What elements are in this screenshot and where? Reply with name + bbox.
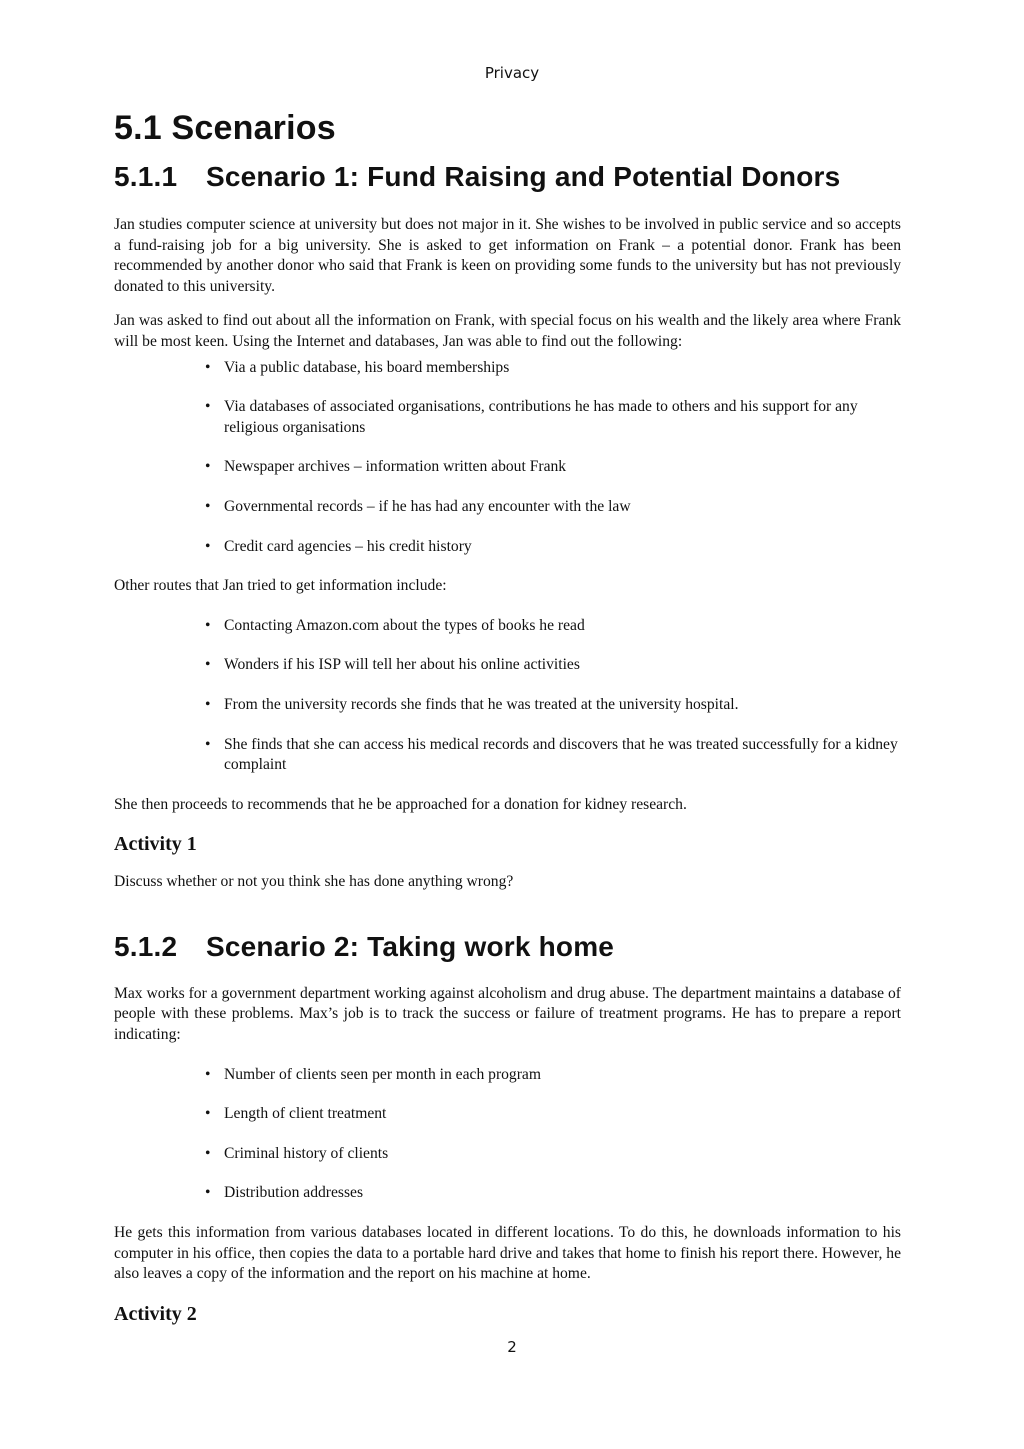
scenario-2-paragraph: Max works for a government department working against alcoholism and drug abuse. The department maintains a database of people with these problems. Max’s job is to track the success or failure of treatment programs. He has to prepare a report indicating: bbox=[114, 984, 901, 1044]
scenario-1-paragraph: Jan studies computer science at university but does not major in it. She wishes to be involved in public service and so accepts a fund-raising job for a big university. She is asked to get information on Frank – a potential donor. Frank has been recommended by another donor who said that Frank is keen on providing some funds to the university but has not previously donated to this university. bbox=[114, 216, 901, 295]
list-item-text: Distribution addresses bbox=[224, 1184, 364, 1202]
list-item-text: Via databases of associated organisations, contributions he has made to others and his support for any religious organisations bbox=[224, 398, 858, 436]
page-content bbox=[114, 104, 901, 1327]
list-item bbox=[205, 497, 901, 518]
list-item bbox=[205, 1183, 901, 1204]
list-item bbox=[205, 1144, 901, 1165]
list-item-text: Newspaper archives – information written about Frank bbox=[224, 458, 567, 476]
bullet-icon: • bbox=[205, 497, 211, 515]
bullet-icon: • bbox=[205, 358, 211, 376]
list-item bbox=[205, 655, 901, 676]
list-item bbox=[205, 397, 901, 438]
section-heading: 5.1 Scenarios bbox=[114, 109, 336, 147]
bullet-icon: • bbox=[205, 1105, 211, 1123]
list-item bbox=[205, 735, 901, 776]
list-item bbox=[205, 358, 901, 379]
list-item bbox=[205, 1104, 901, 1125]
activity-1-heading: Activity 1 bbox=[114, 833, 197, 856]
bullet-icon: • bbox=[205, 398, 211, 416]
bullet-icon: • bbox=[205, 537, 211, 555]
list-item-text: Via a public database, his board memberships bbox=[224, 358, 510, 376]
activity-2-heading: Activity 2 bbox=[114, 1302, 197, 1325]
list-item bbox=[205, 695, 901, 716]
list-item-text: Credit card agencies – his credit history bbox=[224, 537, 472, 555]
list-item-text: Wonders if his ISP will tell her about his online activities bbox=[224, 656, 580, 674]
list-item-text: Length of client treatment bbox=[224, 1105, 387, 1123]
scenario-1-paragraph: Jan was asked to find out about all the information on Frank, with special focus on his wealth and the likely area where Frank will be most keen. Using the Internet and databases, Jan was able to find out the following: bbox=[114, 312, 901, 350]
scenario-1-heading bbox=[114, 156, 901, 198]
list-item-text: Contacting Amazon.com about the types of books he read bbox=[224, 616, 585, 634]
list-item-text: Number of clients seen per month in each program bbox=[224, 1065, 541, 1083]
bullet-icon: • bbox=[205, 1065, 211, 1083]
list-item bbox=[205, 1065, 901, 1086]
scenario-1-number: 5.1.1 bbox=[114, 161, 178, 192]
bullet-icon: • bbox=[205, 656, 211, 674]
scenario-2-title: Scenario 2: Taking work home bbox=[206, 930, 615, 962]
scenario-1-routes-list bbox=[114, 616, 901, 776]
scenario-2-heading bbox=[114, 926, 901, 968]
list-item-text: Criminal history of clients bbox=[224, 1144, 389, 1162]
bullet-icon: • bbox=[205, 695, 211, 713]
scenario-1-findings-list bbox=[114, 358, 901, 558]
scenario-2-number: 5.1.2 bbox=[114, 930, 178, 962]
scenario-1-paragraph: Other routes that Jan tried to get information include: bbox=[114, 577, 447, 595]
bullet-icon: • bbox=[205, 735, 211, 753]
bullet-icon: • bbox=[205, 1184, 211, 1202]
scenario-2-paragraph: He gets this information from various databases located in different locations. To do this, he downloads information to his computer in his office, then copies the data to a portable hard drive and takes that home to finish his report there. However, he also leaves a copy of the information and the report on his machine at home. bbox=[114, 1224, 901, 1283]
page-number: 2 bbox=[507, 1338, 517, 1356]
list-item bbox=[205, 457, 901, 478]
list-item-text: From the university records she finds that he was treated at the university hospital. bbox=[224, 695, 739, 713]
list-item-text: Governmental records – if he has had any encounter with the law bbox=[224, 497, 631, 515]
list-item-text: She finds that she can access his medical records and discovers that he was treated successfully for a kidney complaint bbox=[224, 735, 898, 774]
bullet-icon: • bbox=[205, 458, 211, 476]
scenario-2-report-list bbox=[114, 1065, 901, 1204]
list-item bbox=[205, 616, 901, 637]
scenario-1-title: Scenario 1: Fund Raising and Potential Donors bbox=[206, 161, 841, 192]
list-item bbox=[205, 537, 901, 558]
activity-1-text: Discuss whether or not you think she has done anything wrong? bbox=[114, 873, 514, 891]
bullet-icon: • bbox=[205, 1144, 211, 1162]
running-header: Privacy bbox=[484, 64, 540, 82]
bullet-icon: • bbox=[205, 616, 211, 634]
scenario-1-paragraph: She then proceeds to recommends that he be approached for a donation for kidney research. bbox=[114, 795, 687, 813]
